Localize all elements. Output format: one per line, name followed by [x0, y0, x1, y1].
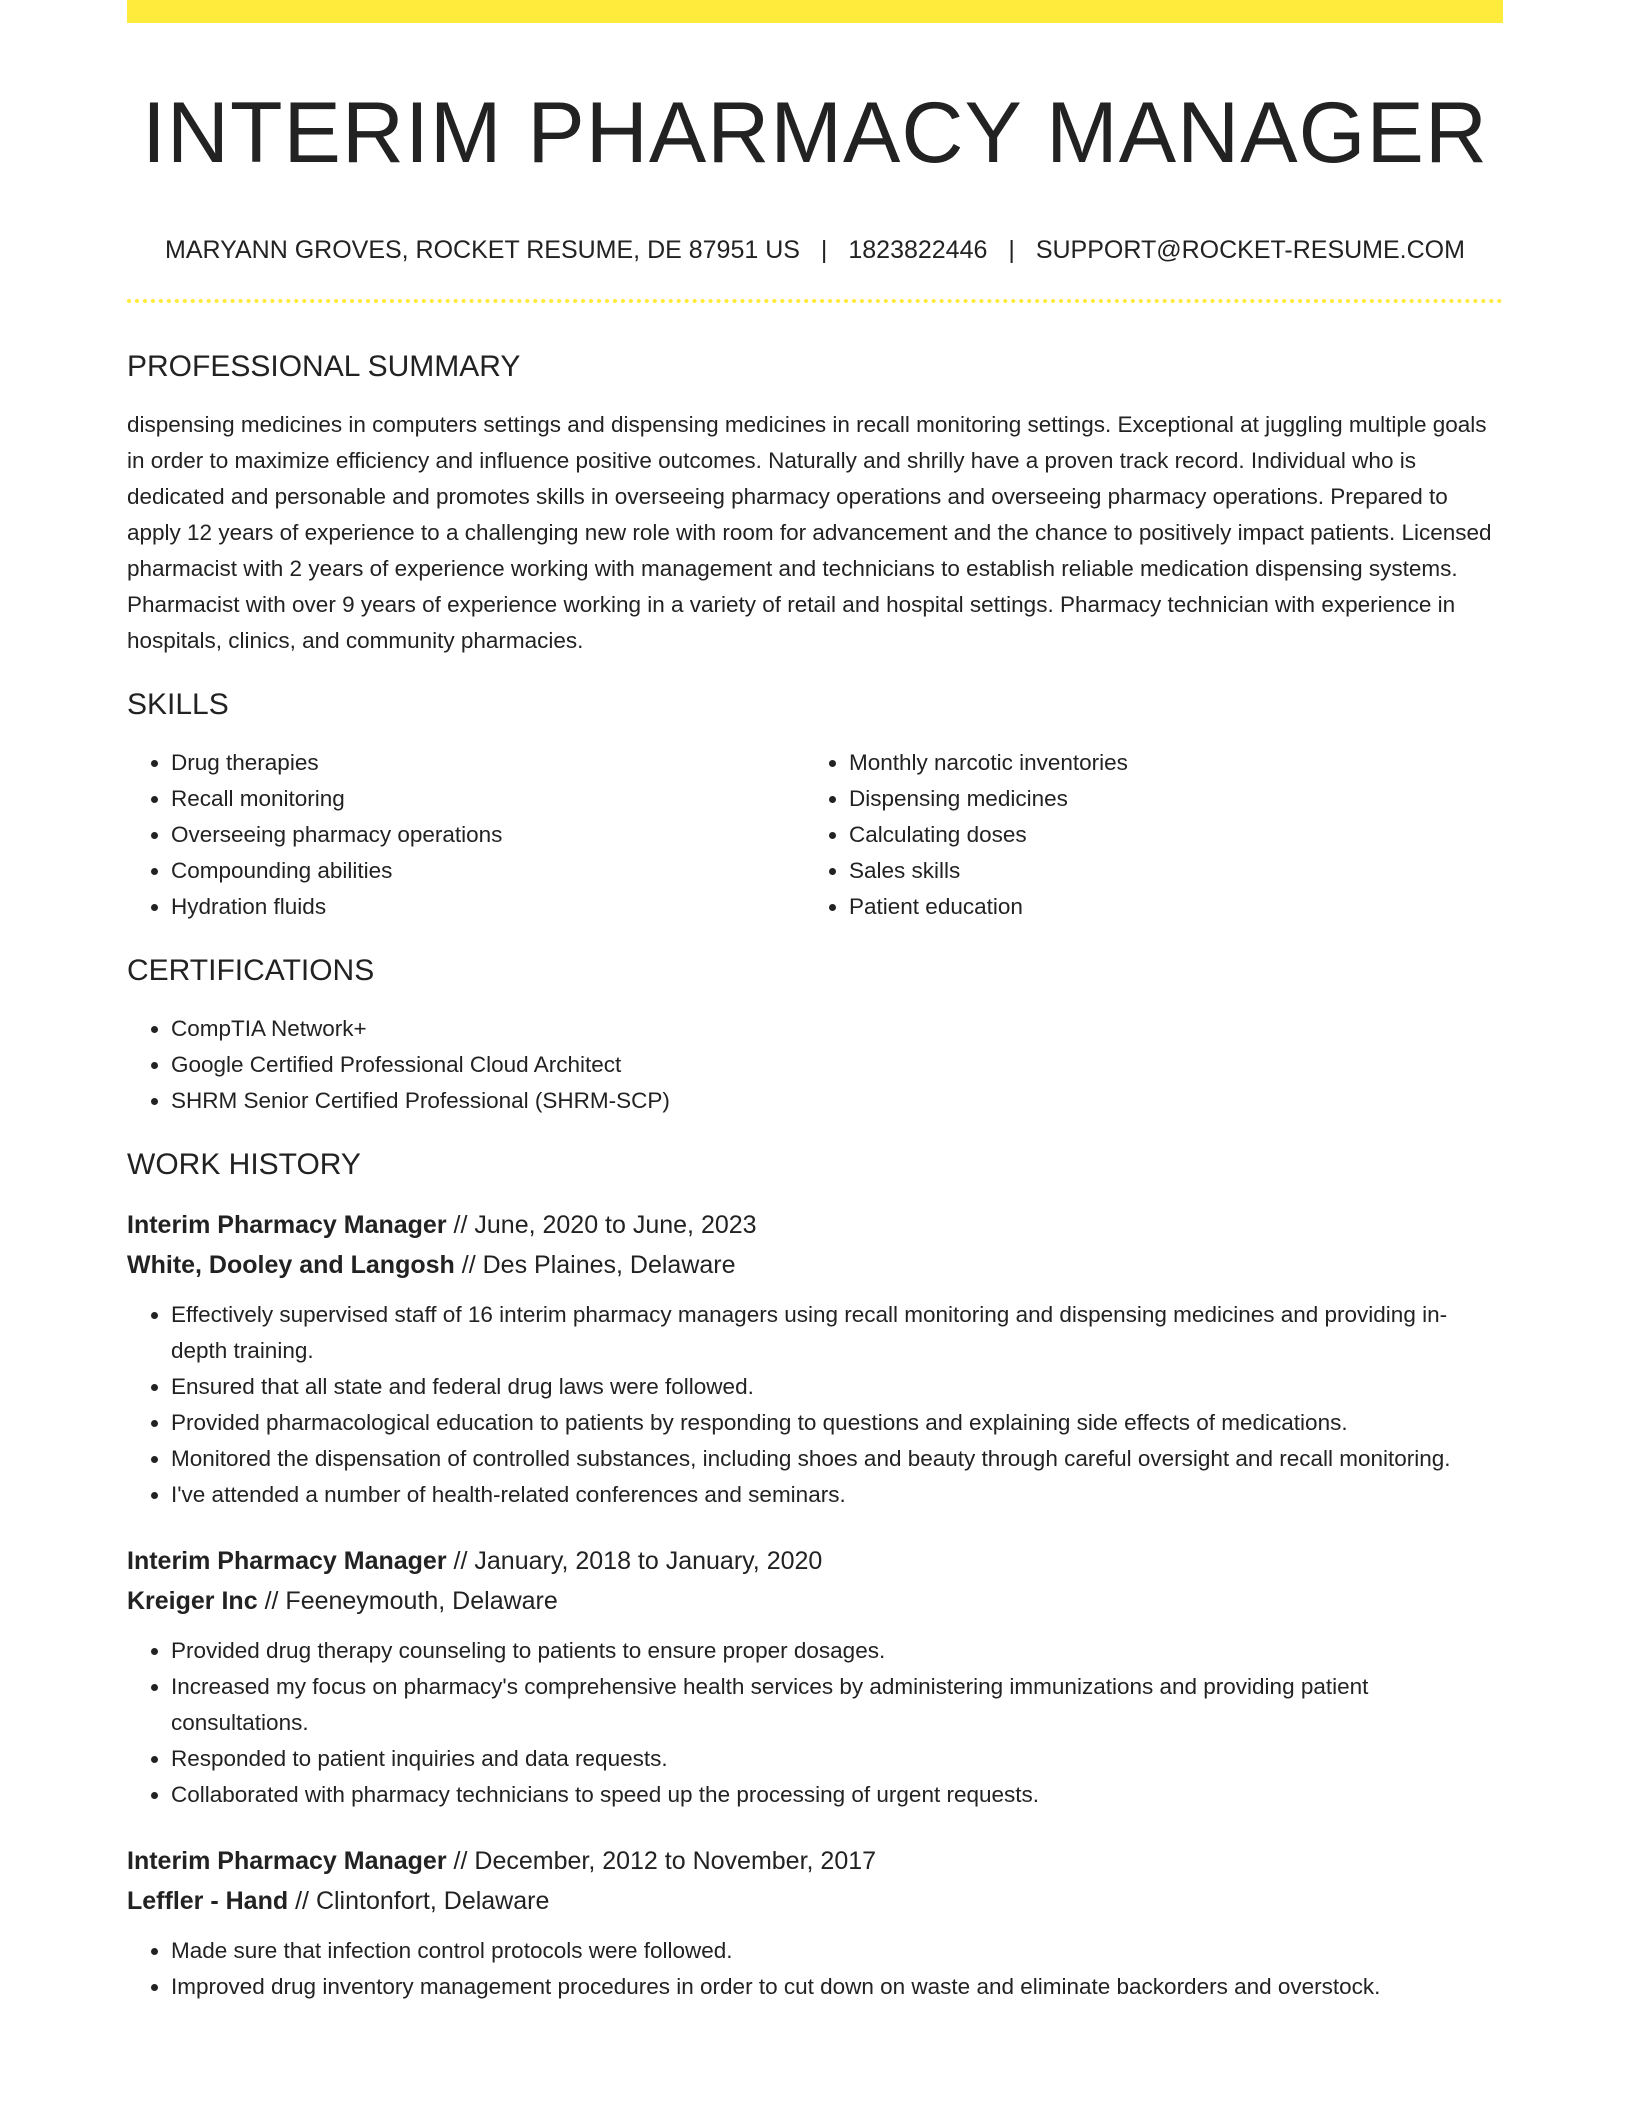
- job-role: Interim Pharmacy Manager: [127, 1211, 447, 1239]
- certifications-section: [127, 951, 1503, 1119]
- job-bullet: • Monitored the dispensation of controlled substances, including shoes and beauty through careful oversight and recall monitoring.: [171, 1441, 1503, 1477]
- summary-section: [127, 347, 1503, 659]
- job-bullet: • Increased my focus on pharmacy's comprehensive health services by administering immunizations and providing patient consultations.: [171, 1669, 1503, 1741]
- job-bullets: [127, 1933, 1503, 2005]
- skill-item: • Overseeing pharmacy operations: [171, 817, 805, 853]
- job-role: Interim Pharmacy Manager: [127, 1847, 447, 1875]
- skill-item: • Dispensing medicines: [849, 781, 1503, 817]
- skill-item: • Monthly narcotic inventories: [849, 745, 1503, 781]
- job-company-line: [127, 1881, 1503, 1921]
- contact-phone: 1823822446: [848, 236, 988, 264]
- skill-item: • Sales skills: [849, 853, 1503, 889]
- skill-item: • Recall monitoring: [171, 781, 805, 817]
- contact-address: MARYANN GROVES, ROCKET RESUME, DE 87951 US: [165, 236, 800, 264]
- job-company-line: [127, 1581, 1503, 1621]
- resume-title: INTERIM PHARMACY MANAGER: [142, 85, 1488, 181]
- header-divider: [127, 299, 1503, 303]
- job-role-line: [127, 1205, 1503, 1245]
- job-company: White, Dooley and Langosh: [127, 1251, 455, 1279]
- job-bullet: • Responded to patient inquiries and data requests.: [171, 1741, 1503, 1777]
- job-divider: //: [453, 1547, 468, 1575]
- job-company: Kreiger Inc: [127, 1587, 258, 1615]
- contact-separator: |: [820, 236, 828, 264]
- certification-item: • Google Certified Professional Cloud Architect: [171, 1047, 1503, 1083]
- job-bullets: [127, 1297, 1503, 1513]
- job-bullets: [127, 1633, 1503, 1813]
- job-bullet: • Collaborated with pharmacy technicians to speed up the processing of urgent requests.: [171, 1777, 1503, 1813]
- top-accent-bar: [127, 0, 1503, 23]
- job-company: Leffler - Hand: [127, 1887, 289, 1915]
- job-dates: January, 2018 to January, 2020: [474, 1547, 823, 1575]
- job-role: Interim Pharmacy Manager: [127, 1547, 447, 1575]
- job-bullet: • Provided pharmacological education to patients by responding to questions and explaining side effects of medications.: [171, 1405, 1503, 1441]
- skills-heading: SKILLS: [127, 688, 229, 721]
- job-entry: [127, 1205, 1503, 1513]
- contact-email: SUPPORT@ROCKET-RESUME.COM: [1035, 236, 1465, 264]
- job-role-line: [127, 1841, 1503, 1881]
- skills-grid: [127, 725, 1503, 925]
- job-entry: [127, 1841, 1503, 2005]
- summary-heading: PROFESSIONAL SUMMARY: [127, 350, 521, 383]
- certifications-list: [127, 1011, 1503, 1119]
- job-dates: December, 2012 to November, 2017: [474, 1847, 877, 1875]
- skills-list-right: [805, 745, 1503, 925]
- skills-list-left: [127, 745, 805, 925]
- job-bullet: • Ensured that all state and federal drug laws were followed.: [171, 1369, 1503, 1405]
- job-role-line: [127, 1541, 1503, 1581]
- certification-item: • CompTIA Network+: [171, 1011, 1503, 1047]
- skill-item: • Patient education: [849, 889, 1503, 925]
- skill-item: • Compounding abilities: [171, 853, 805, 889]
- job-bullet: • Effectively supervised staff of 16 interim pharmacy managers using recall monitoring and dispensing medicines and providing in-depth training.: [171, 1297, 1503, 1369]
- job-entry: [127, 1541, 1503, 1813]
- certifications-heading: CERTIFICATIONS: [127, 954, 375, 987]
- job-location: Feeneymouth, Delaware: [285, 1587, 558, 1615]
- job-divider: //: [453, 1211, 468, 1239]
- job-bullet: • I've attended a number of health-related conferences and seminars.: [171, 1477, 1503, 1513]
- job-bullet: • Provided drug therapy counseling to patients to ensure proper dosages.: [171, 1633, 1503, 1669]
- skill-item: • Drug therapies: [171, 745, 805, 781]
- job-company-line: [127, 1245, 1503, 1285]
- skill-item: • Hydration fluids: [171, 889, 805, 925]
- contact-line: [127, 232, 1503, 268]
- job-divider: //: [295, 1887, 309, 1915]
- job-location: Clintonfort, Delaware: [315, 1887, 550, 1915]
- job-bullet: • Made sure that infection control protocols were followed.: [171, 1933, 1503, 1969]
- skill-item: • Calculating doses: [849, 817, 1503, 853]
- work-history-heading: WORK HISTORY: [127, 1148, 361, 1181]
- skills-section: [127, 685, 1503, 925]
- job-divider: //: [453, 1847, 468, 1875]
- resume-page: [127, 0, 1503, 2005]
- contact-separator: |: [1008, 236, 1015, 264]
- job-location: Des Plaines, Delaware: [482, 1251, 736, 1279]
- job-divider: //: [264, 1587, 279, 1615]
- summary-text: dispensing medicines in computers settings and dispensing medicines in recall monitoring settings. Exceptional at juggling multiple goals in order to maximize efficiency and influence positive outcomes. Naturally and shrilly have a proven track record. Individual who is dedicated and personable and promotes skills in overseeing pharmacy operations and overseeing pharmacy operations. Prepared to apply 12 years of experience to a challenging new role with room for advancement and the chance to positively impact patients. Licensed pharmacist with 2 years of experience working with management and technicians to establish reliable medication dispensing systems. Pharmacist with over 9 years of experience working in a variety of retail and hospital settings. Pharmacy technician with experience in hospitals, clinics, and community pharmacies.: [127, 412, 1492, 653]
- job-dates: June, 2020 to June, 2023: [474, 1211, 757, 1239]
- work-history-section: [127, 1145, 1503, 2005]
- job-bullet: • Improved drug inventory management procedures in order to cut down on waste and eliminate backorders and overstock.: [171, 1969, 1503, 2005]
- job-divider: //: [461, 1251, 476, 1279]
- certification-item: • SHRM Senior Certified Professional (SHRM-SCP): [171, 1083, 1503, 1119]
